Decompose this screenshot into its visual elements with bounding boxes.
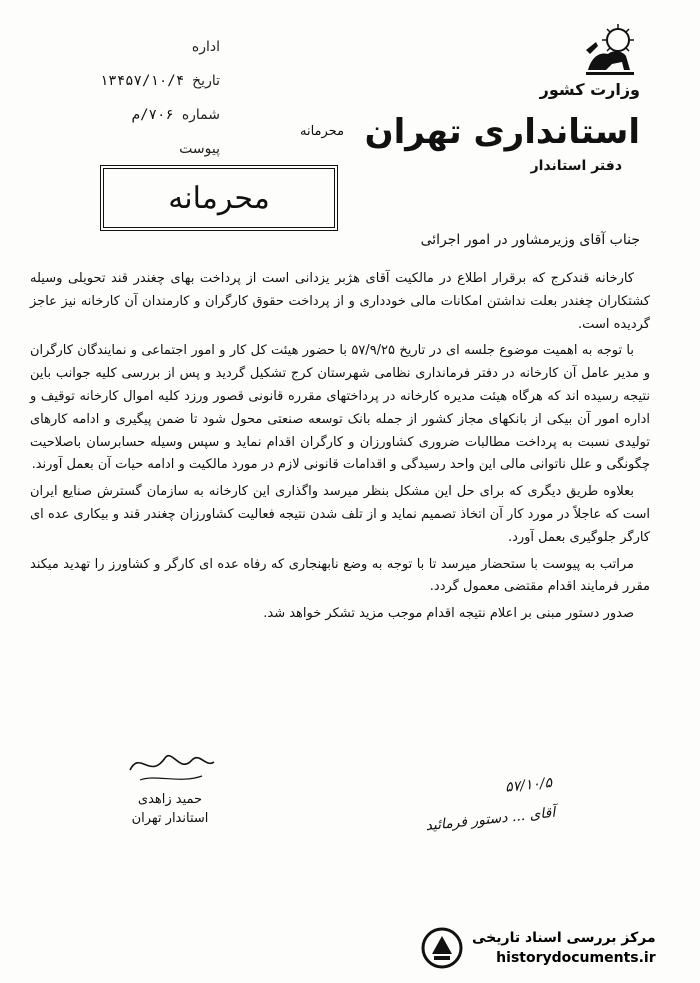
attachment-label: پیوست [179, 141, 220, 157]
watermark-url: historydocuments.ir [496, 950, 656, 966]
header-meta [20, 30, 220, 166]
addressee-line: جناب آقای وزیرمشاور در امور اجرائی [420, 232, 640, 248]
ministry-name: وزارت کشور [539, 80, 640, 99]
archive-logo-icon [420, 926, 464, 970]
number-label: شماره [181, 107, 220, 123]
governorate-name: استانداری تهران [364, 112, 640, 152]
attachment-row [20, 132, 220, 166]
body-paragraph: بعلاوه طریق دیگری که برای حل این مشکل بنظر میرسد واگذاری این کارخانه به سازمان گسترش صنایع ایران است که عاجلاً در مورد کار آن اتخاذ تصمیم نماید و از تلف شدن نتیجه فعالیت کشاورزان چغندر قند و بیکاری عده ای کارگر جلوگیری بعمل آورد. [30, 484, 650, 545]
margin-note-line: آقای ... دستور فرمائید [424, 804, 556, 835]
office-name: دفتر استاندار [530, 158, 622, 174]
margin-note-line: ۵۷/۱۰/۵ [504, 774, 553, 796]
date-label: تاریخ [192, 73, 220, 89]
date-row [20, 64, 220, 98]
watermark [420, 920, 690, 976]
body-paragraph: کارخانه قندکرج که برقرار اطلاع در مالکیت آقای هژبر یزدانی است از پرداخت بهای چغندر قند تحویلی وسیله کشتکاران چغندر بعلت نداشتن امکانات مالی خودداری و از پرداخت حقوق کارگران و کارمندان آن کارخانه نیز عاجز گردیده است. [30, 271, 650, 332]
watermark-org: مرکز بررسی اسناد تاریخی [472, 930, 656, 946]
signatory-name: حمید زاهدی [137, 792, 203, 807]
lion-and-sun-emblem-icon [582, 20, 638, 78]
number-row [20, 98, 220, 132]
body-paragraph: صدور دستور مبنی بر اعلام نتیجه اقدام موجب مزید تشکر خواهد شد. [263, 606, 634, 622]
office-label: اداره [191, 39, 220, 55]
body-paragraph: با توجه به اهمیت موضوع جلسه ای در تاریخ ۵۷/۹/۲۵ با حضور هیئت کل کار و امور اجتماعی و نمایندگان کارگران و مدیر عامل آن کارخانه در دفتر فرمانداری نظامی شهرستان کرج تشکیل گردید و پس از بررسی کلیه جوانب باین نتیجه رسیده اند که هرگاه هیئت مدیره کارخانه در پرداختهای مقرره قانونی قصور ورزد کلیه اموال کارخانه توقیف و اداره امور آن بیکی از بانکهای مجاز کشور از جمله بانک توسعه صنعتی محول شود تا ضمن پیگیری و ادامه کارهای تولیدی نسبت به پرداخت مطالبات ضروری کشاورزان و کارگران اقدام نماید و سپس وسیله حسابرسان باصلاحیت چگونگی و علل ناتوانی مالی این واحد رسیدگی و اقدامات قانونی لازم در مورد مالکیت و ادامه حیات آن بعمل آورند. [30, 343, 650, 473]
signature-block [110, 740, 230, 826]
body-paragraph: مراتب به پیوست با ستحضار میرسد تا با توجه به وضع نابهنجاری که رفاه عده ای کارگر و کشاورز را تهدید میکند مقرر فرمایند اقدام مقتضی معمول گردد. [30, 556, 650, 595]
confidential-stamp: محرمانه [100, 165, 338, 231]
signatory-title: استاندار تهران [131, 811, 209, 826]
office-row [20, 30, 220, 64]
signature-scribble-icon [110, 740, 230, 786]
number-value: ۷۰۶/م [131, 107, 174, 123]
date-value: ۱۳۴۵۷/۱۰/۴ [99, 73, 185, 89]
letter-body [30, 268, 650, 630]
watermark-text [472, 928, 656, 968]
confidential-label: محرمانه [300, 124, 345, 139]
